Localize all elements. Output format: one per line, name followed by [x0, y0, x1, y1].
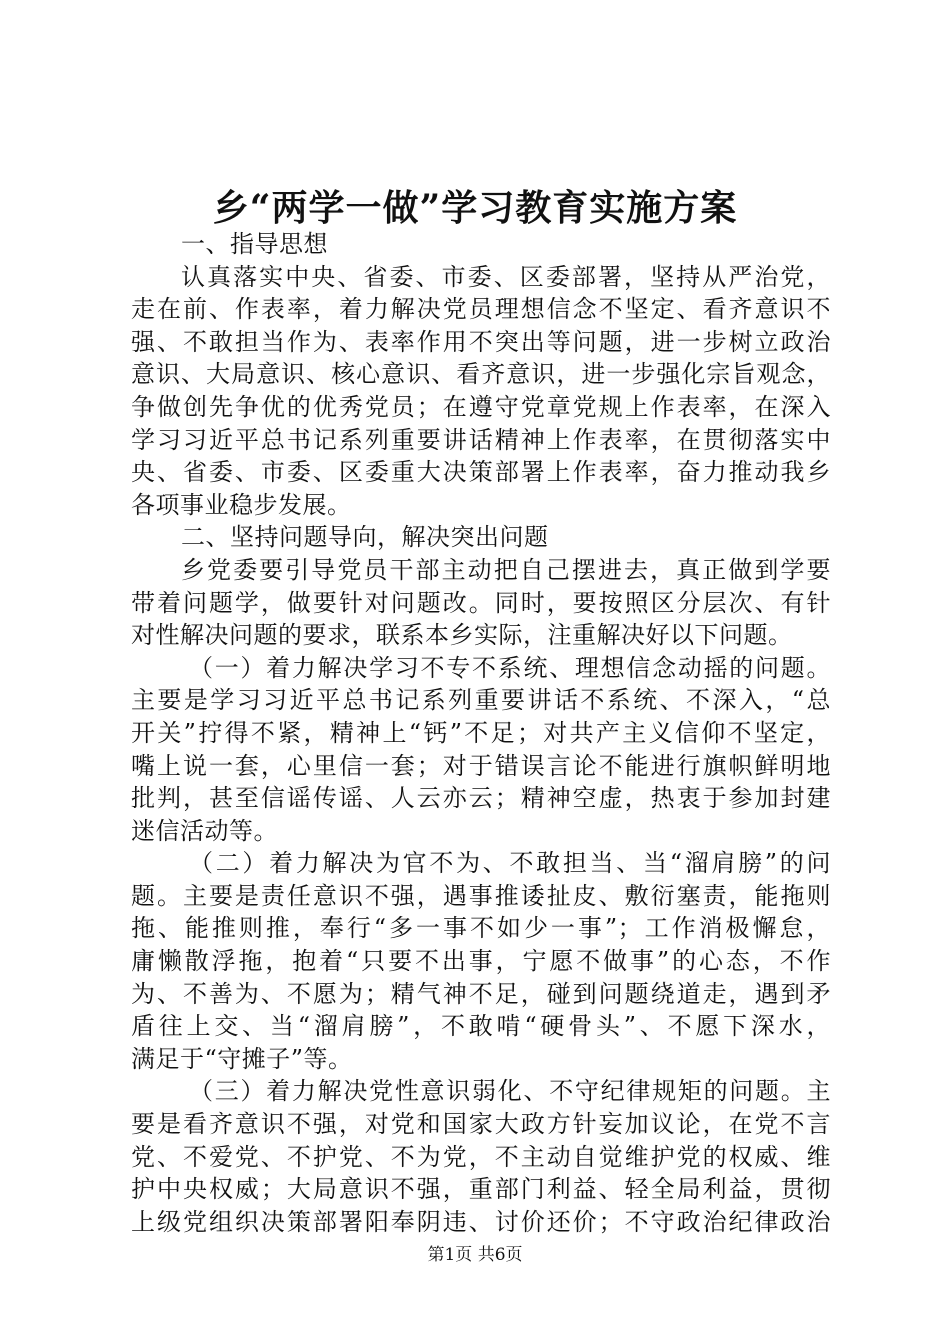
section-heading: 一、指导思想: [181, 230, 328, 258]
text-line: 盾往上交、当“溜肩膀”，不敢啃“硬骨头”、不愿下深水，: [131, 1012, 831, 1041]
text-line: 带着问题学，做要针对问题改。同时，要按照区分层次、有针: [131, 588, 831, 617]
text-line: 批判，甚至信谣传谣、人云亦云；精神空虚，热衷于参加封建: [131, 784, 831, 813]
text-line: 题。主要是责任意识不强，遇事推诿扯皮、敷衍塞责，能拖则: [131, 881, 831, 910]
text-line: 学习习近平总书记系列重要讲话精神上作表率，在贯彻落实中: [131, 425, 831, 454]
text-line: 上级党组织决策部署阳奉阴违、讨价还价；不守政治纪律政治: [131, 1207, 831, 1236]
text-line: 乡党委要引导党员干部主动把自己摆进去，真正做到学要: [181, 555, 831, 584]
text-line: 嘴上说一套，心里信一套；对于错误言论不能进行旗帜鲜明地: [131, 751, 831, 780]
text-line: 党、不爱党、不护党、不为党，不主动自觉维护党的权威、维: [131, 1142, 831, 1171]
document-body: [131, 228, 831, 1238]
text-line: 为、不善为、不愿为；精气神不足，碰到问题绕道走，遇到矛: [131, 979, 831, 1008]
text-line: 央、省委、市委、区委重大决策部署上作表率，奋力推动我乡: [131, 458, 831, 487]
text-line: 意识、大局意识、核心意识、看齐意识，进一步强化宗旨观念，: [131, 360, 831, 389]
text-line: 各项事业稳步发展。: [131, 490, 352, 519]
text-line: （一）着力解决学习不专不系统、理想信念动摇的问题。: [189, 653, 831, 682]
text-line: 主要是学习习近平总书记系列重要讲话不系统、不深入，“总: [131, 686, 831, 715]
text-line: 护中央权威；大局意识不强，重部门利益、轻全局利益，贯彻: [131, 1175, 831, 1204]
text-line: 拖、能推则推，奉行“多一事不如少一事”；工作消极懈怠，: [131, 914, 831, 943]
text-line: 庸懒散浮拖，抱着“只要不出事，宁愿不做事”的心态，不作: [131, 947, 831, 976]
text-line: 满足于“守摊子”等。: [131, 1044, 353, 1073]
text-line: 开关”拧得不紧，精神上“钙”不足；对共产主义信仰不坚定，: [131, 718, 831, 747]
text-line: （二）着力解决为官不为、不敢担当、当“溜肩膀”的问: [189, 849, 831, 878]
document-title: 乡“两学一做”学习教育实施方案: [212, 187, 738, 229]
text-line: 走在前、作表率，着力解决党员理想信念不坚定、看齐意识不: [131, 295, 831, 324]
text-line: 对性解决问题的要求，联系本乡实际，注重解决好以下问题。: [131, 621, 793, 650]
text-line: 迷信活动等。: [131, 816, 278, 845]
text-line: 争做创先争优的优秀党员；在遵守党章党规上作表率，在深入: [131, 392, 831, 421]
section-heading: 二、坚持问题导向，解决突出问题: [181, 523, 549, 552]
text-line: 要是看齐意识不强，对党和国家大政方针妄加议论，在党不言: [131, 1110, 831, 1139]
text-line: 强、不敢担当作为、表率作用不突出等问题，进一步树立政治: [131, 327, 831, 356]
text-line: （三）着力解决党性意识弱化、不守纪律规矩的问题。主: [189, 1077, 831, 1106]
text-line: 认真落实中央、省委、市委、区委部署，坚持从严治党，: [181, 262, 831, 291]
page-footer: 第1页 共6页: [427, 1245, 523, 1265]
